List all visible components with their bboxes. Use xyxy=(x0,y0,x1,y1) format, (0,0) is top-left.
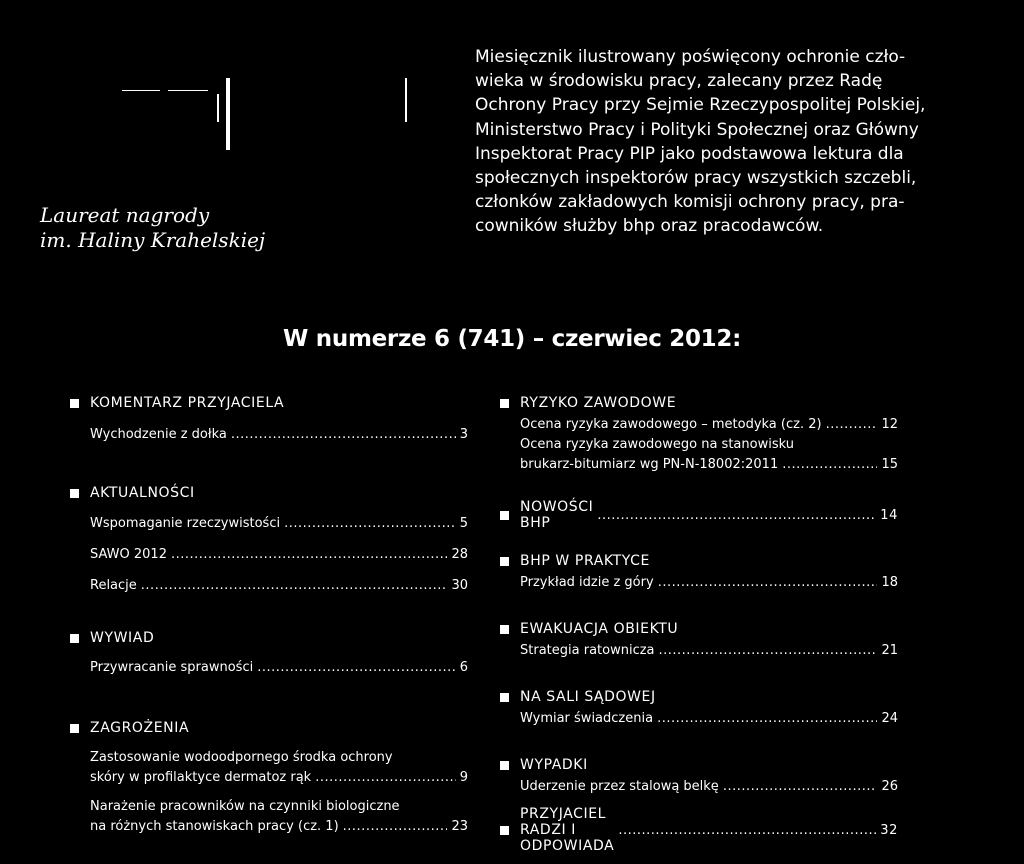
entry-title-line: Ocena ryzyka zawodowego na stanowisku xyxy=(520,437,794,452)
section-title: EWAKUACJA OBIEKTU xyxy=(520,621,679,637)
bullet-icon xyxy=(500,557,509,566)
section-title: PRZYJACIEL RADZI I ODPOWIADA xyxy=(520,806,615,854)
entry-title-line: na różnych stanowiskach pracy (cz. 1) xyxy=(90,819,339,834)
toc-entry[interactable] xyxy=(500,641,898,661)
dot-leader xyxy=(141,576,448,596)
section-heading xyxy=(500,806,898,854)
dot-leader xyxy=(723,777,878,797)
section-title: WYPADKI xyxy=(520,757,588,773)
entry-title: Przykład idzie z góry xyxy=(520,575,654,590)
section-title: ZAGROŻENIA xyxy=(90,720,190,736)
entry-title: Wychodzenie z dołka xyxy=(90,427,227,442)
section-aktualnosci xyxy=(70,483,468,596)
entry-title: SAWO 2012 xyxy=(90,547,167,562)
bullet-icon xyxy=(500,693,509,702)
logo-dash xyxy=(168,90,208,91)
bullet-icon xyxy=(70,724,79,733)
section-heading xyxy=(500,393,898,413)
bullet-icon xyxy=(500,826,509,835)
toc-entry[interactable] xyxy=(70,545,468,565)
dot-leader xyxy=(659,641,878,661)
award-line: im. Haliny Krahelskiej xyxy=(40,228,266,252)
description-line: Ochrony Pracy przy Sejmie Rzeczypospolitej Polskiej, xyxy=(475,95,926,116)
entry-title-line: Narażenie pracowników na czynniki biologiczne xyxy=(90,799,400,814)
section-heading xyxy=(500,551,898,571)
section-wypadki xyxy=(500,755,898,797)
entry-page: 9 xyxy=(459,770,468,785)
entry-title-line: Zastosowanie wodoodpornego środka ochrony xyxy=(90,750,393,765)
section-zagrozenia xyxy=(70,718,468,837)
section-title: BHP W PRAKTYCE xyxy=(520,553,650,569)
section-sala xyxy=(500,687,898,729)
description-line: Miesięcznik ilustrowany poświęcony ochronie czło- xyxy=(475,47,906,67)
section-wywiad xyxy=(70,628,468,678)
dot-leader xyxy=(257,658,456,678)
section-heading xyxy=(70,483,468,503)
entry-title: Strategia ratownicza xyxy=(520,643,655,658)
entry-title: Przywracanie sprawności xyxy=(90,660,254,675)
entry-title: Wymiar świadczenia xyxy=(520,711,654,726)
section-title: AKTUALNOŚCI xyxy=(90,485,195,501)
entry-page: 3 xyxy=(459,427,468,442)
description-line: wieka w środowisku pracy, zalecany przez Radę xyxy=(475,71,883,92)
bullet-icon xyxy=(500,761,509,770)
toc-entry[interactable] xyxy=(70,425,468,445)
logo-bar xyxy=(226,78,230,150)
dot-leader xyxy=(231,425,456,445)
entry-page: 30 xyxy=(451,578,468,593)
entry-page: 5 xyxy=(459,516,468,531)
toc-entry[interactable] xyxy=(70,797,468,837)
section-heading xyxy=(70,393,468,413)
entry-page: 14 xyxy=(880,507,898,523)
toc-entry[interactable] xyxy=(70,658,468,678)
logo-dash xyxy=(122,90,160,91)
section-heading xyxy=(500,619,898,639)
toc-entry[interactable] xyxy=(500,435,898,475)
bullet-icon xyxy=(70,634,79,643)
section-title: NA SALI SĄDOWEJ xyxy=(520,689,656,705)
entry-title: Relacje xyxy=(90,578,137,593)
bullet-icon xyxy=(70,399,79,408)
section-nowosci[interactable] xyxy=(500,499,898,531)
section-heading xyxy=(70,718,468,738)
description-line: Inspektorat Pracy PIP jako podstawowa lektura dla xyxy=(475,143,904,164)
toc-entry[interactable] xyxy=(500,415,898,435)
entry-page: 26 xyxy=(881,779,898,794)
dot-leader xyxy=(782,455,877,475)
description-line: cowników służby bhp oraz pracodawców. xyxy=(475,216,824,237)
logo-bar xyxy=(217,94,219,122)
entry-title: Uderzenie przez stalową belkę xyxy=(520,779,719,794)
entry-title-line: brukarz-bitumiarz wg PN-N-18002:2011 xyxy=(520,457,779,472)
masthead-logo-fragment xyxy=(110,70,410,160)
section-praktyce xyxy=(500,551,898,593)
section-title: RYZYKO ZAWODOWE xyxy=(520,395,677,411)
dot-leader xyxy=(618,823,876,838)
entry-page: 23 xyxy=(451,819,468,834)
toc-entry[interactable] xyxy=(500,573,898,593)
section-heading xyxy=(500,755,898,775)
award-line: Laureat nagrody xyxy=(40,203,210,227)
section-heading xyxy=(500,687,898,707)
dot-leader xyxy=(657,709,877,729)
entry-page: 21 xyxy=(881,643,898,658)
entry-page: 32 xyxy=(880,822,898,838)
entry-page: 12 xyxy=(881,417,898,432)
dot-leader xyxy=(826,415,878,435)
bullet-icon xyxy=(500,625,509,634)
entry-page: 28 xyxy=(451,547,468,562)
logo-bar xyxy=(405,78,407,122)
dot-leader xyxy=(658,573,878,593)
description-line: społecznych inspektorów pracy wszystkich szczebli, xyxy=(475,168,917,189)
section-heading xyxy=(70,628,468,648)
dot-leader xyxy=(171,545,447,565)
section-przyjaciel[interactable] xyxy=(500,806,898,854)
dot-leader xyxy=(284,514,456,534)
section-title: WYWIAD xyxy=(90,630,155,646)
section-ewakuacja xyxy=(500,619,898,661)
dot-leader xyxy=(343,817,448,837)
dot-leader xyxy=(597,508,876,523)
toc-entry[interactable] xyxy=(500,709,898,729)
section-title: NOWOŚCI BHP xyxy=(520,499,594,531)
section-komentarz xyxy=(70,393,468,445)
toc-entry[interactable] xyxy=(70,748,468,788)
entry-title: Ocena ryzyka zawodowego – metodyka (cz. 2) xyxy=(520,417,822,432)
bullet-icon xyxy=(500,399,509,408)
dot-leader xyxy=(315,768,456,788)
entry-title: Wspomaganie rzeczywistości xyxy=(90,516,281,531)
entry-page: 6 xyxy=(459,660,468,675)
section-heading xyxy=(500,499,898,531)
bullet-icon xyxy=(500,511,509,520)
entry-page: 24 xyxy=(881,711,898,726)
toc-entry[interactable] xyxy=(500,777,898,797)
section-ryzyko xyxy=(500,393,898,475)
description-line: Ministerstwo Pracy i Polityki Społecznej oraz Główny xyxy=(475,119,919,140)
issue-title: W numerze 6 (741) – czerwiec 2012: xyxy=(283,326,741,352)
entry-page: 15 xyxy=(881,457,898,472)
entry-page: 18 xyxy=(881,575,898,590)
bullet-icon xyxy=(70,489,79,498)
toc-entry[interactable] xyxy=(70,514,468,534)
magazine-description xyxy=(475,45,955,239)
section-title: KOMENTARZ PRZYJACIELA xyxy=(90,395,285,411)
entry-title-line: skóry w profilaktyce dermatoz rąk xyxy=(90,770,312,785)
toc-entry[interactable] xyxy=(70,576,468,596)
award-caption xyxy=(40,203,300,253)
description-line: członków zakładowych komisji ochrony pracy, pra- xyxy=(475,192,905,213)
